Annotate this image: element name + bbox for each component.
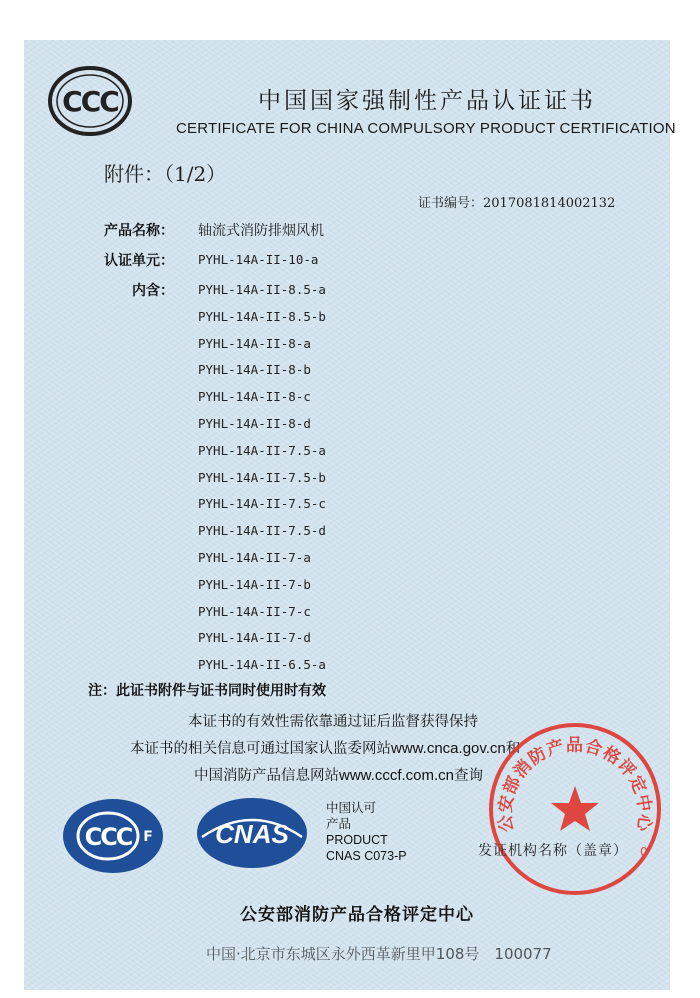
model-item: PYHL-14A-II-8.5-b <box>198 308 326 324</box>
certificate-number: 证书编号：2017081814002132 <box>418 196 616 211</box>
title-english: CERTIFICATE FOR CHINA COMPULSORY PRODUCT CERTIFICATION <box>176 120 676 137</box>
contents-label: 内含： <box>132 283 174 299</box>
validity-line-3-suffix: 查询 <box>454 768 484 784</box>
cnas-info-line: 产品 <box>326 817 352 831</box>
annex-label: 附件：（1/2） <box>104 162 227 186</box>
ccc-logo <box>48 66 132 136</box>
issuer-label: 发证机构名称（盖章） <box>478 843 628 859</box>
title-chinese: 中国国家强制性产品认证证书 <box>258 88 596 114</box>
model-item: PYHL-14A-II-6.5-a <box>198 657 326 673</box>
model-item: PYHL-14A-II-8-b <box>198 362 311 378</box>
cnas-info-line: 中国认可 <box>326 801 377 815</box>
model-item: PYHL-14A-II-7.5-b <box>198 469 326 485</box>
model-item: PYHL-14A-II-7-b <box>198 576 311 592</box>
cccf-logo <box>62 798 164 874</box>
model-item: PYHL-14A-II-7.5-d <box>198 523 326 539</box>
cnca-link[interactable]: www.cnca.gov.cn <box>391 740 506 757</box>
model-item: PYHL-14A-II-8-c <box>198 389 311 405</box>
product-name-value: 轴流式消防排烟风机 <box>198 223 324 239</box>
seal-star <box>551 786 599 831</box>
ccc-logo-text: CCC <box>62 85 118 118</box>
model-item: PYHL-14A-II-8-a <box>198 335 311 351</box>
model-item: PYHL-14A-II-7.5-a <box>198 442 326 458</box>
validity-line-2 <box>130 737 520 758</box>
validity-line-2-text: 本证书的相关信息可通过国家认监委网站 <box>130 741 391 757</box>
left-margin <box>0 0 24 998</box>
model-item: PYHL-14A-II-8-d <box>198 415 311 431</box>
bottom-margin <box>0 990 700 998</box>
cccf-link[interactable]: www.cccf.com.cn <box>339 767 455 784</box>
model-list <box>198 277 326 679</box>
validity-line-2-suffix: 和 <box>505 741 521 757</box>
model-item: PYHL-14A-II-7-a <box>198 549 311 565</box>
cnas-logo-text: CNAS <box>215 819 289 849</box>
validity-line-3-text: 中国消防产品信息网站 <box>194 768 339 784</box>
model-item: PYHL-14A-II-7-c <box>198 603 311 619</box>
cert-unit-label: 认证单元： <box>104 253 174 269</box>
validity-line-1: 本证书的有效性需依靠通过证后监督获得保持 <box>188 714 478 730</box>
official-seal <box>482 716 668 902</box>
seal-ring-text: 公安部消防产品合格评定中心 <box>495 735 655 834</box>
model-item: PYHL-14A-II-7-d <box>198 630 311 646</box>
cnas-info-line: CNAS C073-P <box>326 849 407 863</box>
model-item: PYHL-14A-II-8.5-a <box>198 282 326 297</box>
validity-note: 注：此证书附件与证书同时使用时有效 <box>88 683 326 699</box>
model-item: PYHL-14A-II-7.5-c <box>198 496 326 512</box>
validity-line-3 <box>194 764 483 785</box>
issuer-address: 中国·北京市东城区永外西革新里甲108号 100077 <box>206 945 552 963</box>
right-margin <box>670 0 700 998</box>
product-name-label: 产品名称： <box>104 223 174 239</box>
cnas-logo <box>196 797 308 869</box>
seal-code: 0 <box>640 845 648 859</box>
issuing-body: 公安部消防产品合格评定中心 <box>240 905 474 925</box>
cccf-logo-text: CCC <box>84 823 132 851</box>
cnas-info <box>326 800 407 864</box>
top-margin <box>0 0 700 40</box>
cert-unit-value: PYHL-14A-II-10-a <box>198 252 319 267</box>
cccf-logo-f: F <box>143 829 153 845</box>
cnas-info-line: PRODUCT <box>326 833 388 847</box>
